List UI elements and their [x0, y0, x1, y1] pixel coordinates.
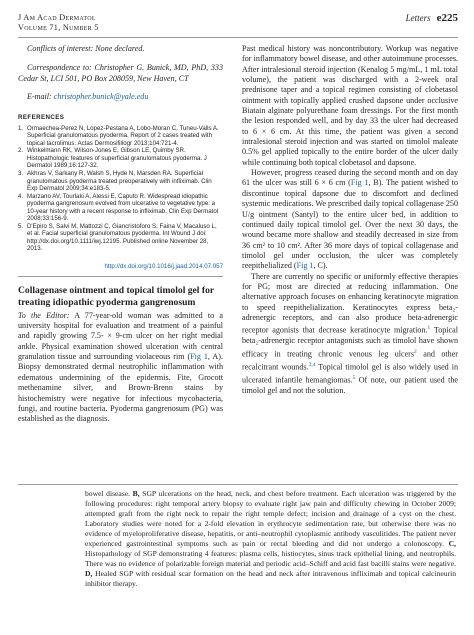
figure-link[interactable]: Fig 1 — [350, 178, 369, 188]
paragraph-text: A 77-year-old woman was admitted to a university hospital for evaluation and treatment of a painful and rapidly growing 7.5- × 9-cm ulcer on her right medial ankle. Physical examination showed ulceration with central granulation tissue and surrounding violaceous rim ( — [18, 310, 223, 362]
journal-volume: Volume 71, Number 5 — [18, 23, 99, 32]
paragraph-text: Of note, our patient used the timolol gel and not the solution. — [242, 375, 458, 395]
caption-text: Healed SGP with residual scar formation on the head and neck after intravenous infliximab and topical calcineurin inhibitor therapy. — [85, 568, 456, 588]
reference-number: 5. — [18, 222, 24, 230]
caption-text: bowel disease. — [85, 489, 133, 498]
email-label: E-mail: — [27, 92, 54, 102]
references-list — [18, 125, 223, 253]
reference-number: 2. — [18, 147, 24, 155]
article-title: Collagenase ointment and topical timolol gel for treating idiopathic pyoderma gangrenosum — [18, 285, 214, 308]
reference-item — [18, 170, 223, 193]
paragraph-text: , B). The patient wished to discontinue topical dapsone due to discomfort and declined systemic medications. We prescribed daily topical collagenase 250 U/g ointment (Santyl) to the entire ulcer bed, in addition to continued daily topical timolol gel. Over the next 30 days, the wound became more shallow and steadily decreased in size from 36 cm² to 10 cm². After 36 more days of topical collagenase and timolol gel under occlusion, the ulcer was completely reepithelialized ( — [242, 178, 458, 271]
article-paragraph-1-cont: Past medical history was noncontributory. Workup was negative for inflammatory bowel disease, and other autoimmune processes. After intralesional steroid injection (Kenalog 5 mg/mL, 1 mL total volume), the patient was discharged with a 2-week oral prednisone taper and a topical regimen consisting of clobetasol ointment with topically applied crushed dapsone under occlusive Biatain alginate polyurethane foam dressings. For the first month the lesion responded well, and by day 33 the ulcer had decreased to 6 × 6 cm. At this time, the patient was given a second intralesional steroid injection and was started on timolol maleate 0.5% gel applied topically to the entire border of the ulcer daily while continuing both topical clobetasol and dapsone. — [242, 44, 458, 167]
conflicts-statement: Conflicts of interest: None declared. — [27, 44, 145, 53]
paragraph-text: However, progress ceased during the second month and on day 61 the ulcer was still 6 × 6 cm ( — [242, 168, 458, 188]
caption-text: SGP ulcerations on the head, neck, and chest before treatment. Each ulceration was triggered by the following procedures: right temporal artery biopsy to evaluate right jaw pain and difficulty chewing in October 2009; attempted graft from the right neck to repair the right temple defect; incision and drainage of a cyst on the chest. Laboratory studies were noted for a 2-fold elevation in erythrocyte sedimentation rate, but otherwise there was no evidence of myeloproliferative disease, hepatitis, or anti–neutrophil cytoplasmic antibody vasculitides. The patient never experienced gastrointestinal symptoms such as pain or rectal bleeding and did not undergo a colonoscopy. — [85, 489, 456, 548]
reference-item — [18, 223, 223, 253]
reference-item — [18, 147, 223, 170]
panel-label: C, — [448, 538, 456, 548]
running-header-journal — [18, 13, 99, 33]
figure-caption — [85, 489, 456, 589]
paragraph-text: Topical timolol gel is also widely used in ulcerated infantile hemangiomas. — [242, 362, 458, 385]
paragraph-text: , A). Biopsy demonstrated dermal neutrophilic inflammation with edematous undermining of the epidermis. Fite, Grocott methenamine silver, and Brown-Brenn stains by histochemistry were negative for infectious mycobacteria, fungi, and routine bacteria. Pyoderma gangrenosum (PG) was established as the diagnosis. — [18, 352, 223, 424]
caption-text: Histopathology of SGP demonstrating 4 features: plasma cells, histiocytes, sinus track epithelial lining, and neutrophils. There was no evidence of polarizable foreign material and periodic acid–Schiff and acid fast bacilli stains were negative. — [85, 548, 456, 568]
reference-item — [18, 125, 223, 148]
figure-link[interactable]: Fig 1 — [190, 352, 208, 362]
reference-text[interactable]: Winkelmann RK, Wilson-Jones E, Gibson LE, Quimby SR. Histopathologic features of superficial granulomatous pyoderma. J Dermatol 1989;16:127-32. — [27, 147, 207, 170]
email-line — [18, 92, 223, 102]
salutation: To the Editor: — [18, 310, 70, 320]
reference-text[interactable]: Marzano AV, Tourlaki A, Alessi E, Caputo R. Widespread idiopathic pyoderma gangrenosum evolved from ulcerative to vegetative type: a 10-year history with a recent response to infliximab. Clin Exp Dermatol 2008;33:156-9. — [27, 192, 219, 223]
right-column — [242, 44, 458, 396]
citation-link[interactable]: 3,4 — [308, 361, 316, 368]
journal-name: J Am Acad Dermatol — [18, 13, 96, 22]
reference-number: 3. — [18, 170, 24, 177]
reference-number: 1. — [18, 124, 24, 132]
reference-text[interactable]: D'Epiro S, Salvi M, Mattozzi C, Giancristoforo S, Faina V, Macaluso L, et al. Facial superficial granulomatous pyoderma. Int Wound J doi: http://dx.doi.org/10.1111/iwj.12195. Published online November 28, 2013. — [27, 222, 217, 253]
reference-item — [18, 193, 223, 223]
running-header-section — [406, 12, 458, 24]
doi-link[interactable]: http://dx.doi.org/10.1016/j.jaad.2014.07.057 — [18, 262, 223, 277]
reference-number: 4. — [18, 192, 24, 200]
figure-caption-divider — [18, 484, 458, 485]
section-name: Letters — [405, 13, 431, 23]
reference-text[interactable]: Akhras V, Sarkany R, Walsh S, Hyde N, Marsden RA. Superficial granulomatous pyoderma treated preoperatively with infliximab. Clin Exp Dermatol 2009;34:e183-5. — [27, 170, 212, 193]
article-paragraph-1 — [18, 311, 223, 425]
paragraph-text: and other recalcitrant wounds. — [242, 349, 458, 372]
panel-label: B, — [132, 489, 140, 498]
panel-label: D, — [85, 568, 93, 578]
paragraph-text: There are currently no specific or uniformly effective therapies for PG; most are directed at reducing inflammation. One alternative approach focuses on enhancing keratinocyte migration to speed reepithelialization. Keratinocytes express beta₂-adrenergic receptors, and can also produce beta-adrenergic receptor agonists that decrease keratinocyte migration. — [242, 271, 458, 335]
article-paragraph-2 — [242, 168, 458, 271]
citation-link[interactable]: 5 — [352, 374, 356, 381]
left-column — [18, 44, 223, 425]
paragraph-text: , C). — [313, 261, 328, 271]
correspondence-address: Correspondence to: Christopher G. Bunick, MD, PhD, 333 Cedar St, LCI 501, PO Box 208059, New Haven, CT — [18, 63, 223, 83]
reference-text[interactable]: Ormaechea-Perez N, Lopez-Pestana A, Lobo-Moran C, Tuneu-Valls A. Superficial granulomatous pyoderma. Report of 2 cases treated with topical tacrolimus. Actas Dermosifiliogr 2013;104:721-4. — [27, 124, 219, 147]
article-paragraph-3 — [242, 272, 458, 397]
header-divider — [18, 37, 458, 38]
paragraph-text: Topical beta₂-adrenergic receptor antagonists such as timolol have shown efficacy in treating chronic venous leg ulcers — [242, 325, 458, 359]
email-link[interactable]: christopher.bunick@yale.edu — [53, 92, 149, 102]
references-heading: REFERENCES — [18, 114, 65, 122]
citation-link[interactable]: 2 — [414, 348, 417, 355]
figure-link[interactable]: Fig 1 — [296, 261, 314, 271]
page-number: e225 — [436, 12, 458, 24]
citation-link[interactable]: 1 — [427, 325, 431, 332]
